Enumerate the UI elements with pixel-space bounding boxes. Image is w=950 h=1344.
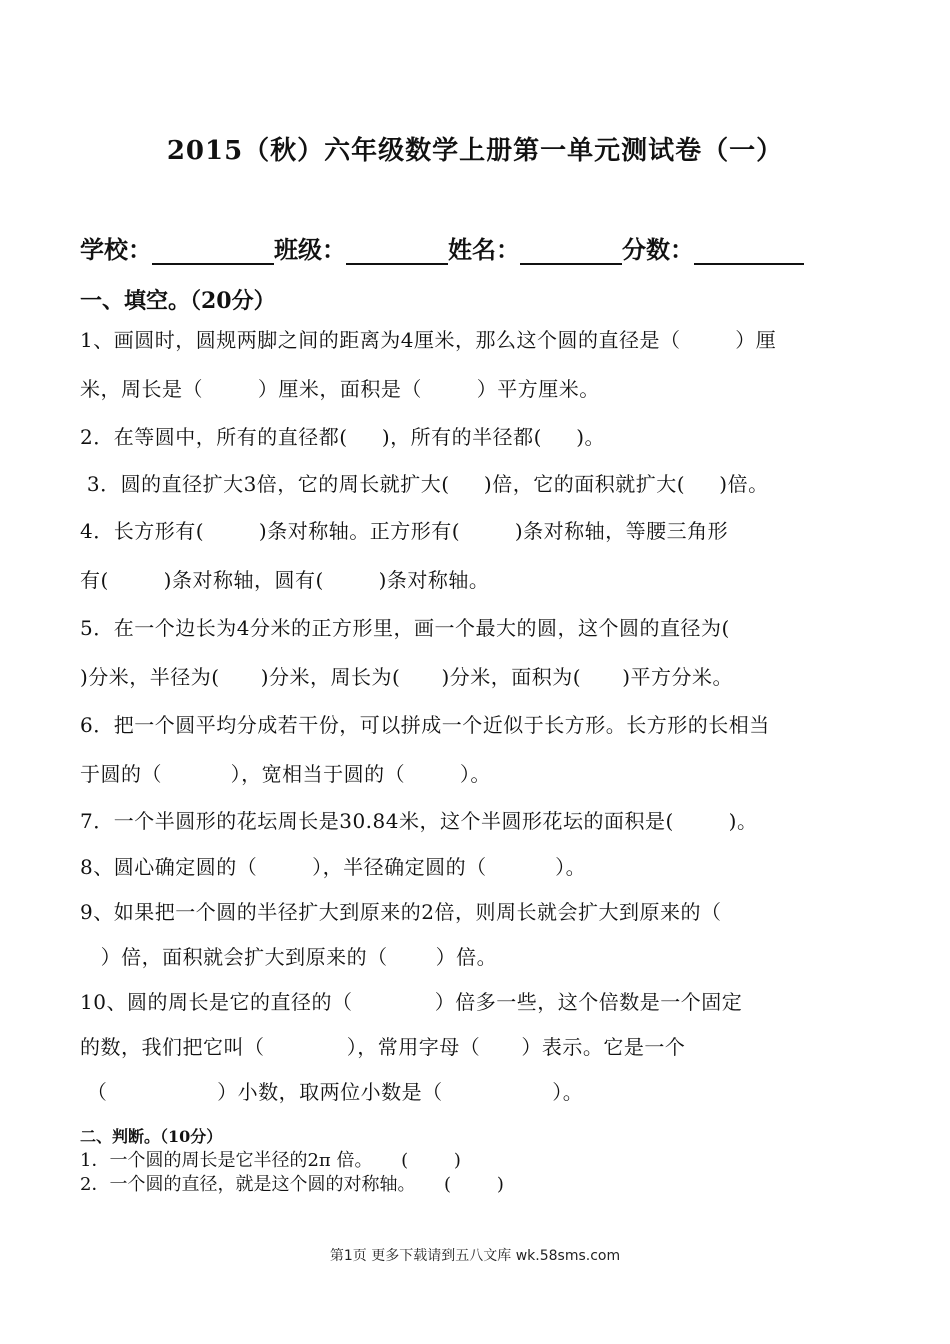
score-blank (694, 235, 804, 265)
section-2-heading: 二、判断。（10分） (80, 1127, 223, 1146)
question-line: 8、圆心确定圆的（ ），半径确定圆的（ ）。 (80, 855, 587, 879)
question-line: )分米，半径为( )分米，周长为( )分米，面积为( )平方分米。 (80, 665, 734, 689)
question-line: 1、画圆时，圆规两脚之间的距离为4厘米，那么这个圆的直径是（ ）厘 (80, 328, 777, 352)
name-label: 姓名： (448, 235, 520, 264)
name-blank (520, 235, 622, 265)
judgement-line: 1．一个圆的周长是它半径的2π 倍。 ( ) (80, 1150, 461, 1171)
question-line: 6．把一个圆平均分成若干份，可以拼成一个近似于长方形。长方形的长相当 (80, 713, 770, 737)
question-line: 7．一个半圆形的花坛周长是30.84米，这个半圆形花坛的面积是( )。 (80, 809, 758, 833)
question-line: 4．长方形有( )条对称轴。正方形有( )条对称轴，等腰三角形 (80, 519, 729, 543)
question-line: 2．在等圆中，所有的直径都( )，所有的半径都( )。 (80, 425, 606, 449)
class-label: 班级： (274, 235, 346, 264)
question-line: 的数，我们把它叫（ ），常用字母（ ）表示。它是一个 (80, 1035, 686, 1059)
question-line: 3．圆的直径扩大3倍，它的周长就扩大( )倍，它的面积就扩大( )倍。 (80, 472, 769, 496)
question-line: 米，周长是（ ）厘米，面积是（ ）平方厘米。 (80, 377, 600, 401)
question-line: 有( )条对称轴，圆有( )条对称轴。 (80, 568, 490, 592)
question-line: 9、如果把一个圆的半径扩大到原来的2倍，则周长就会扩大到原来的（ (80, 900, 722, 924)
question-line: ）倍，面积就会扩大到原来的（ ）倍。 (80, 945, 498, 969)
judgement-line: 2．一个圆的直径，就是这个圆的对称轴。 ( ) (80, 1174, 504, 1195)
section-1-heading: 一、填空。（20分） (80, 288, 276, 314)
student-info-row (80, 230, 804, 265)
question-line: 10、圆的周长是它的直径的（ ）倍多一些，这个倍数是一个固定 (80, 990, 743, 1014)
page-footer: 第1页 更多下载请到五八文库 wk.58sms.com (329, 1248, 621, 1264)
page-title: 2015（秋）六年级数学上册第一单元测试卷（一） (166, 136, 784, 166)
class-blank (346, 235, 448, 265)
school-label: 学校： (80, 235, 152, 264)
question-line: 5．在一个边长为4分米的正方形里，画一个最大的圆，这个圆的直径为( (80, 616, 730, 640)
score-label: 分数： (622, 235, 694, 264)
question-line: （ ）小数，取两位小数是（ ）。 (80, 1080, 584, 1104)
school-blank (152, 235, 274, 265)
question-line: 于圆的（ ），宽相当于圆的（ ）。 (80, 762, 491, 786)
